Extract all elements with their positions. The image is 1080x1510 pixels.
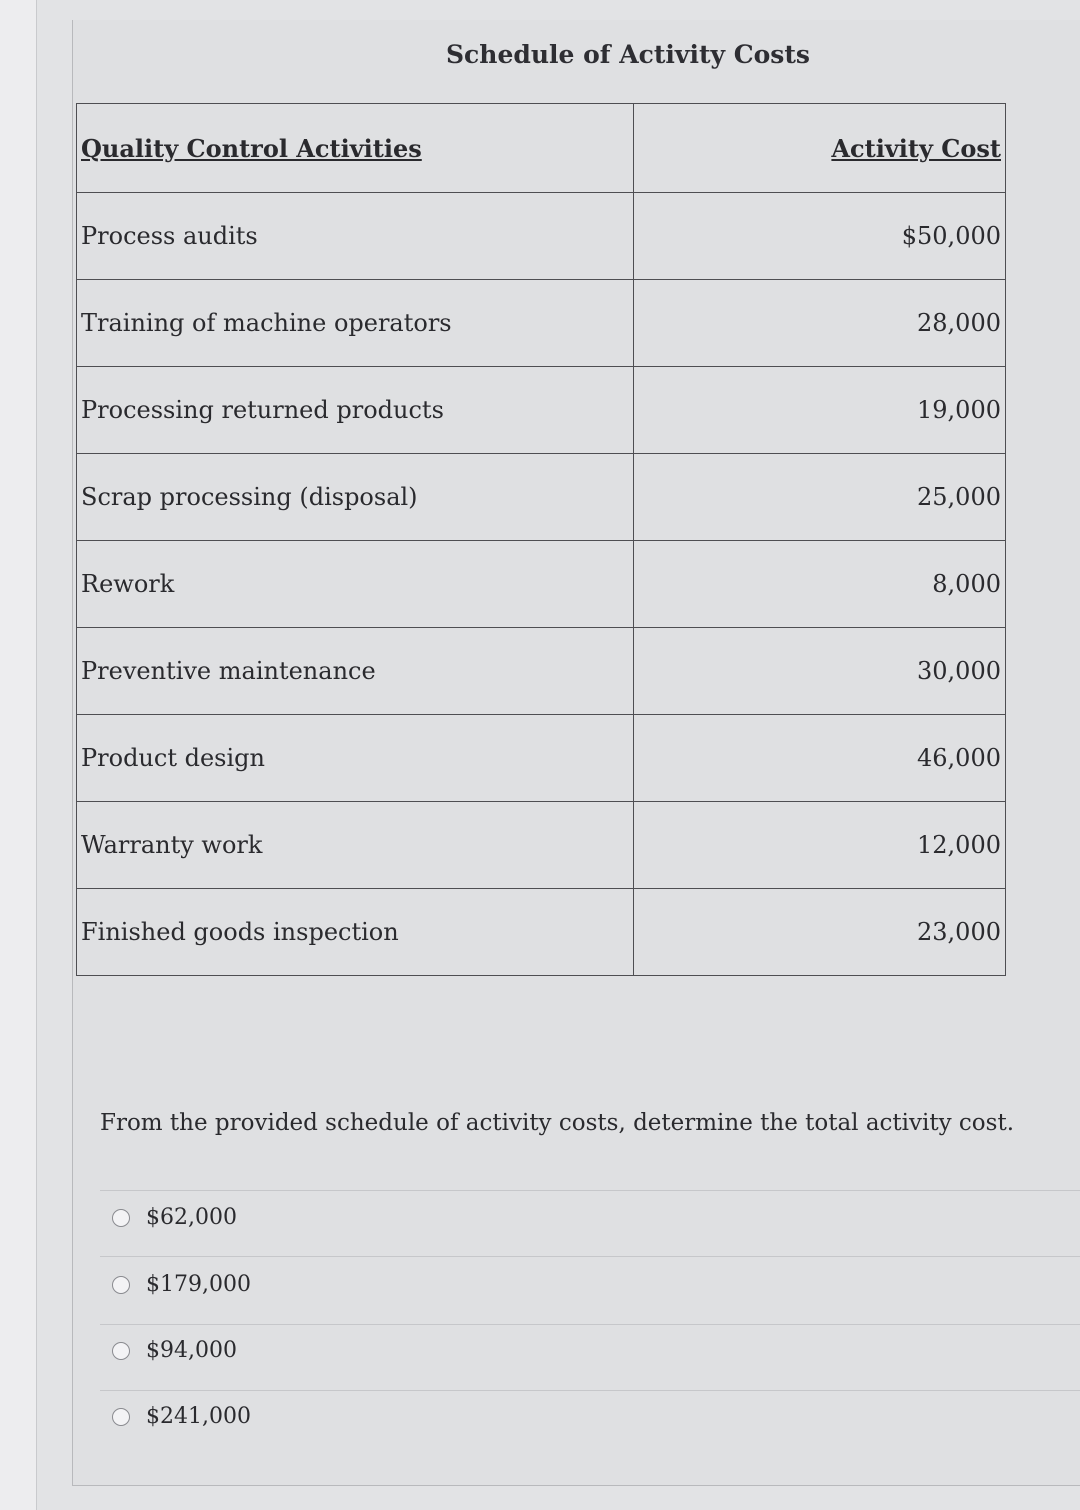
activity-cost-table [76, 103, 1006, 976]
cost-cell: 8,000 [634, 541, 1006, 628]
activity-cell: Finished goods inspection [77, 889, 634, 976]
table-row [77, 628, 1006, 715]
answer-option-1[interactable] [112, 1205, 237, 1230]
table-row [77, 280, 1006, 367]
radio-button[interactable] [112, 1408, 130, 1426]
activity-cell: Process audits [77, 193, 634, 280]
divider [100, 1190, 1080, 1191]
table-row [77, 802, 1006, 889]
table-header-row [77, 104, 1006, 193]
cost-cell: $50,000 [634, 193, 1006, 280]
divider [100, 1390, 1080, 1391]
activity-cell: Processing returned products [77, 367, 634, 454]
activity-cell: Training of machine operators [77, 280, 634, 367]
cost-cell: 46,000 [634, 715, 1006, 802]
cost-cell: 12,000 [634, 802, 1006, 889]
table-row [77, 454, 1006, 541]
header-activity-cost: Activity Cost [831, 133, 1001, 163]
answer-option-label: $179,000 [146, 1272, 251, 1297]
activity-cell: Preventive maintenance [77, 628, 634, 715]
cost-cell: 30,000 [634, 628, 1006, 715]
answer-option-3[interactable] [112, 1338, 237, 1363]
table-row [77, 367, 1006, 454]
radio-button[interactable] [112, 1209, 130, 1227]
schedule-title: Schedule of Activity Costs [446, 40, 810, 69]
cost-cell: 23,000 [634, 889, 1006, 976]
header-quality-control-activities: Quality Control Activities [81, 133, 422, 163]
cost-cell: 19,000 [634, 367, 1006, 454]
answer-option-label: $62,000 [146, 1205, 237, 1230]
table-row [77, 541, 1006, 628]
divider [100, 1256, 1080, 1257]
divider [100, 1324, 1080, 1325]
table-row [77, 889, 1006, 976]
question-text: From the provided schedule of activity costs, determine the total activity cost. [100, 1110, 1015, 1136]
answer-option-label: $241,000 [146, 1404, 251, 1429]
answer-option-label: $94,000 [146, 1338, 237, 1363]
table-row [77, 715, 1006, 802]
cost-cell: 28,000 [634, 280, 1006, 367]
activity-cell: Rework [77, 541, 634, 628]
answer-option-4[interactable] [112, 1404, 251, 1429]
radio-button[interactable] [112, 1276, 130, 1294]
radio-button[interactable] [112, 1342, 130, 1360]
cost-cell: 25,000 [634, 454, 1006, 541]
activity-cell: Warranty work [77, 802, 634, 889]
answer-option-2[interactable] [112, 1272, 251, 1297]
table-row [77, 193, 1006, 280]
activity-cell: Product design [77, 715, 634, 802]
page-left-edge [0, 0, 37, 1510]
activity-cell: Scrap processing (disposal) [77, 454, 634, 541]
